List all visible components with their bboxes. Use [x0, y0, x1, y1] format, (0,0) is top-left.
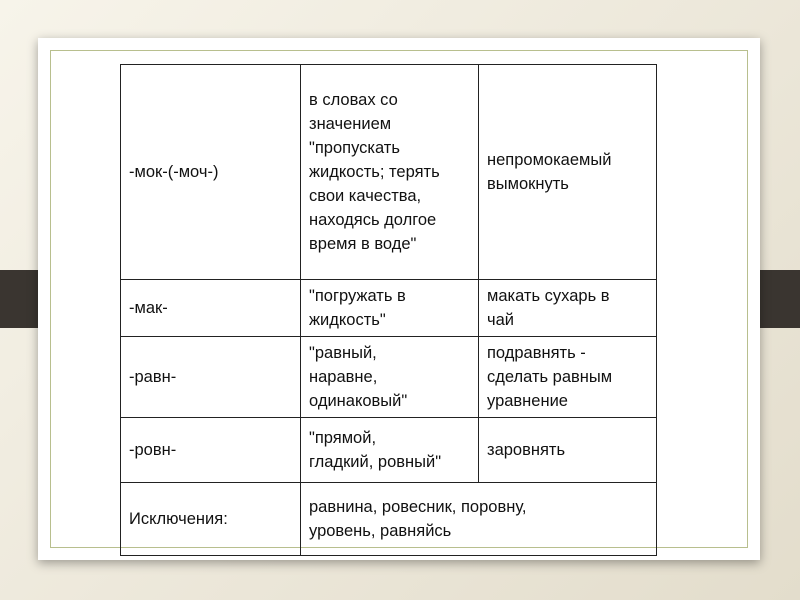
root-cell: -мак-	[121, 280, 301, 337]
table-row-exceptions	[121, 483, 657, 556]
table-row	[121, 280, 657, 337]
meaning-cell: "погружать в жидкость"	[301, 280, 479, 337]
exceptions-label: Исключения:	[121, 483, 301, 556]
meaning-cell: в словах со значением "пропускать жидкость; терять свои качества, находясь долгое время в воде"	[301, 65, 479, 280]
examples-cell: непромокаемый вымокнуть	[479, 65, 657, 280]
exceptions-value: равнина, ровесник, поровну, уровень, равняйсь	[301, 483, 657, 556]
table-row	[121, 337, 657, 418]
meaning-cell: "равный, наравне, одинаковый"	[301, 337, 479, 418]
root-cell: -ровн-	[121, 418, 301, 483]
examples-cell: подравнять - сделать равным уравнение	[479, 337, 657, 418]
table-row	[121, 65, 657, 280]
examples-cell: макать сухарь в чай	[479, 280, 657, 337]
table-row	[121, 418, 657, 483]
examples-cell: заровнять	[479, 418, 657, 483]
meaning-cell: "прямой, гладкий, ровный"	[301, 418, 479, 483]
root-cell: -мок-(-моч-)	[121, 65, 301, 280]
roots-table	[120, 64, 657, 556]
root-cell: -равн-	[121, 337, 301, 418]
